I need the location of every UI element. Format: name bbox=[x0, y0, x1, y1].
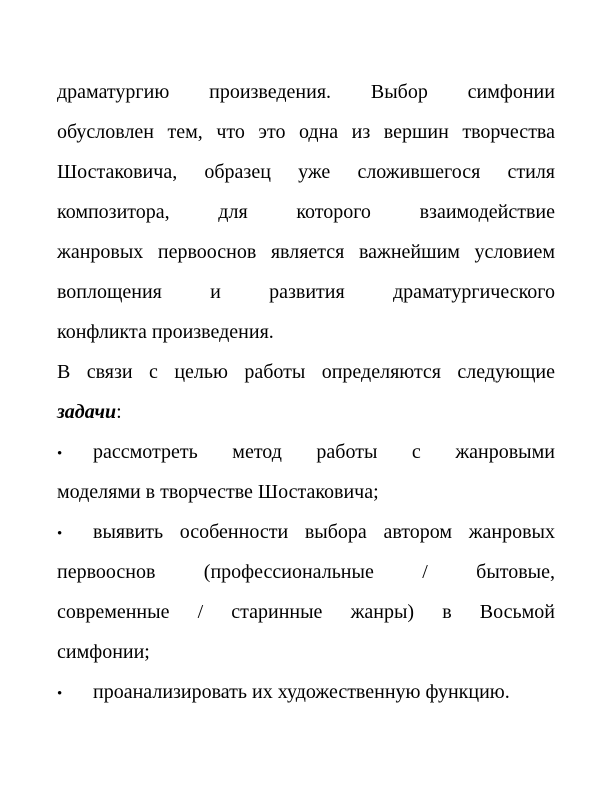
word: развития bbox=[269, 281, 345, 303]
word: бытовые, bbox=[476, 561, 555, 583]
word: вершин bbox=[383, 121, 449, 143]
word: старинные bbox=[231, 601, 323, 623]
task-line-content: проанализировать их художественную функцию. bbox=[93, 681, 510, 703]
task-line bbox=[57, 552, 555, 592]
word: следующие bbox=[457, 361, 555, 383]
paragraph-line bbox=[57, 72, 555, 112]
paragraph-line bbox=[57, 272, 555, 312]
word: / bbox=[197, 601, 204, 623]
word: автором bbox=[383, 521, 453, 543]
word: В bbox=[57, 361, 71, 383]
task-item-line bbox=[57, 432, 555, 472]
word: произведения. bbox=[209, 81, 332, 103]
task-item-line bbox=[57, 672, 555, 712]
word: важнейшим bbox=[358, 241, 460, 263]
word: условием bbox=[474, 241, 555, 263]
word: (профессиональные bbox=[203, 561, 374, 583]
word: творчества bbox=[462, 121, 555, 143]
word: определяются bbox=[321, 361, 442, 383]
word: с bbox=[411, 441, 421, 463]
word: работы bbox=[316, 441, 378, 463]
tasks-heading-line bbox=[57, 392, 555, 432]
task-line-content bbox=[93, 432, 555, 472]
word: особенности bbox=[179, 521, 289, 543]
word: одна bbox=[298, 121, 339, 143]
task-last-line: симфонии; bbox=[57, 641, 150, 663]
word: сложившегося bbox=[357, 161, 481, 183]
word: жанровых bbox=[57, 241, 144, 263]
word: драматургию bbox=[57, 81, 170, 103]
paragraph-line bbox=[57, 152, 555, 192]
word: тем, bbox=[167, 121, 203, 143]
paragraph-line bbox=[57, 352, 555, 392]
word: связи bbox=[86, 361, 133, 383]
word: в bbox=[442, 601, 452, 623]
emphasis-word: задачи bbox=[57, 401, 117, 423]
word: является bbox=[270, 241, 345, 263]
word: современные bbox=[57, 601, 170, 623]
bullet-icon: • bbox=[57, 446, 63, 462]
word: Выбор bbox=[370, 81, 428, 103]
word: жанры) bbox=[350, 601, 415, 623]
word: из bbox=[351, 121, 371, 143]
bullet-icon: • bbox=[57, 686, 63, 702]
word: первооснов bbox=[157, 241, 257, 263]
word: Восьмой bbox=[479, 601, 555, 623]
word: и bbox=[210, 281, 221, 303]
word: воплощения bbox=[57, 281, 162, 303]
word: рассмотреть bbox=[93, 441, 198, 463]
paragraph-line bbox=[57, 112, 555, 152]
word: первооснов bbox=[57, 561, 156, 583]
paragraph-last-line: конфликта произведения. bbox=[57, 321, 274, 343]
word: с bbox=[149, 361, 158, 383]
word: что bbox=[216, 121, 245, 143]
word: симфонии bbox=[467, 81, 555, 103]
bullet-icon: • bbox=[57, 526, 63, 542]
word: работы bbox=[244, 361, 306, 383]
word: выявить bbox=[93, 521, 164, 543]
task-line-content bbox=[93, 512, 555, 552]
word: это bbox=[258, 121, 286, 143]
word: Шостаковича, bbox=[57, 161, 178, 183]
task-item-line bbox=[57, 512, 555, 552]
word: выбора bbox=[304, 521, 367, 543]
colon: : bbox=[116, 401, 122, 423]
word: композитора, bbox=[57, 201, 170, 223]
word: целью bbox=[174, 361, 228, 383]
paragraph-line bbox=[57, 232, 555, 272]
word: / bbox=[422, 561, 428, 583]
word: для bbox=[218, 201, 248, 223]
task-line bbox=[57, 592, 555, 632]
task-last-line: моделями в творчестве Шостаковича; bbox=[57, 481, 379, 503]
word: стиля bbox=[507, 161, 555, 183]
word: которого bbox=[296, 201, 371, 223]
word: взаимодействие bbox=[419, 201, 555, 223]
word: обусловлен bbox=[57, 121, 155, 143]
word: уже bbox=[298, 161, 331, 183]
word: жанровыми bbox=[455, 441, 555, 463]
word: образец bbox=[204, 161, 271, 183]
word: жанровых bbox=[468, 521, 555, 543]
text-block bbox=[57, 72, 555, 712]
word: драматургического bbox=[392, 281, 555, 303]
word: метод bbox=[232, 441, 282, 463]
paragraph-line bbox=[57, 192, 555, 232]
